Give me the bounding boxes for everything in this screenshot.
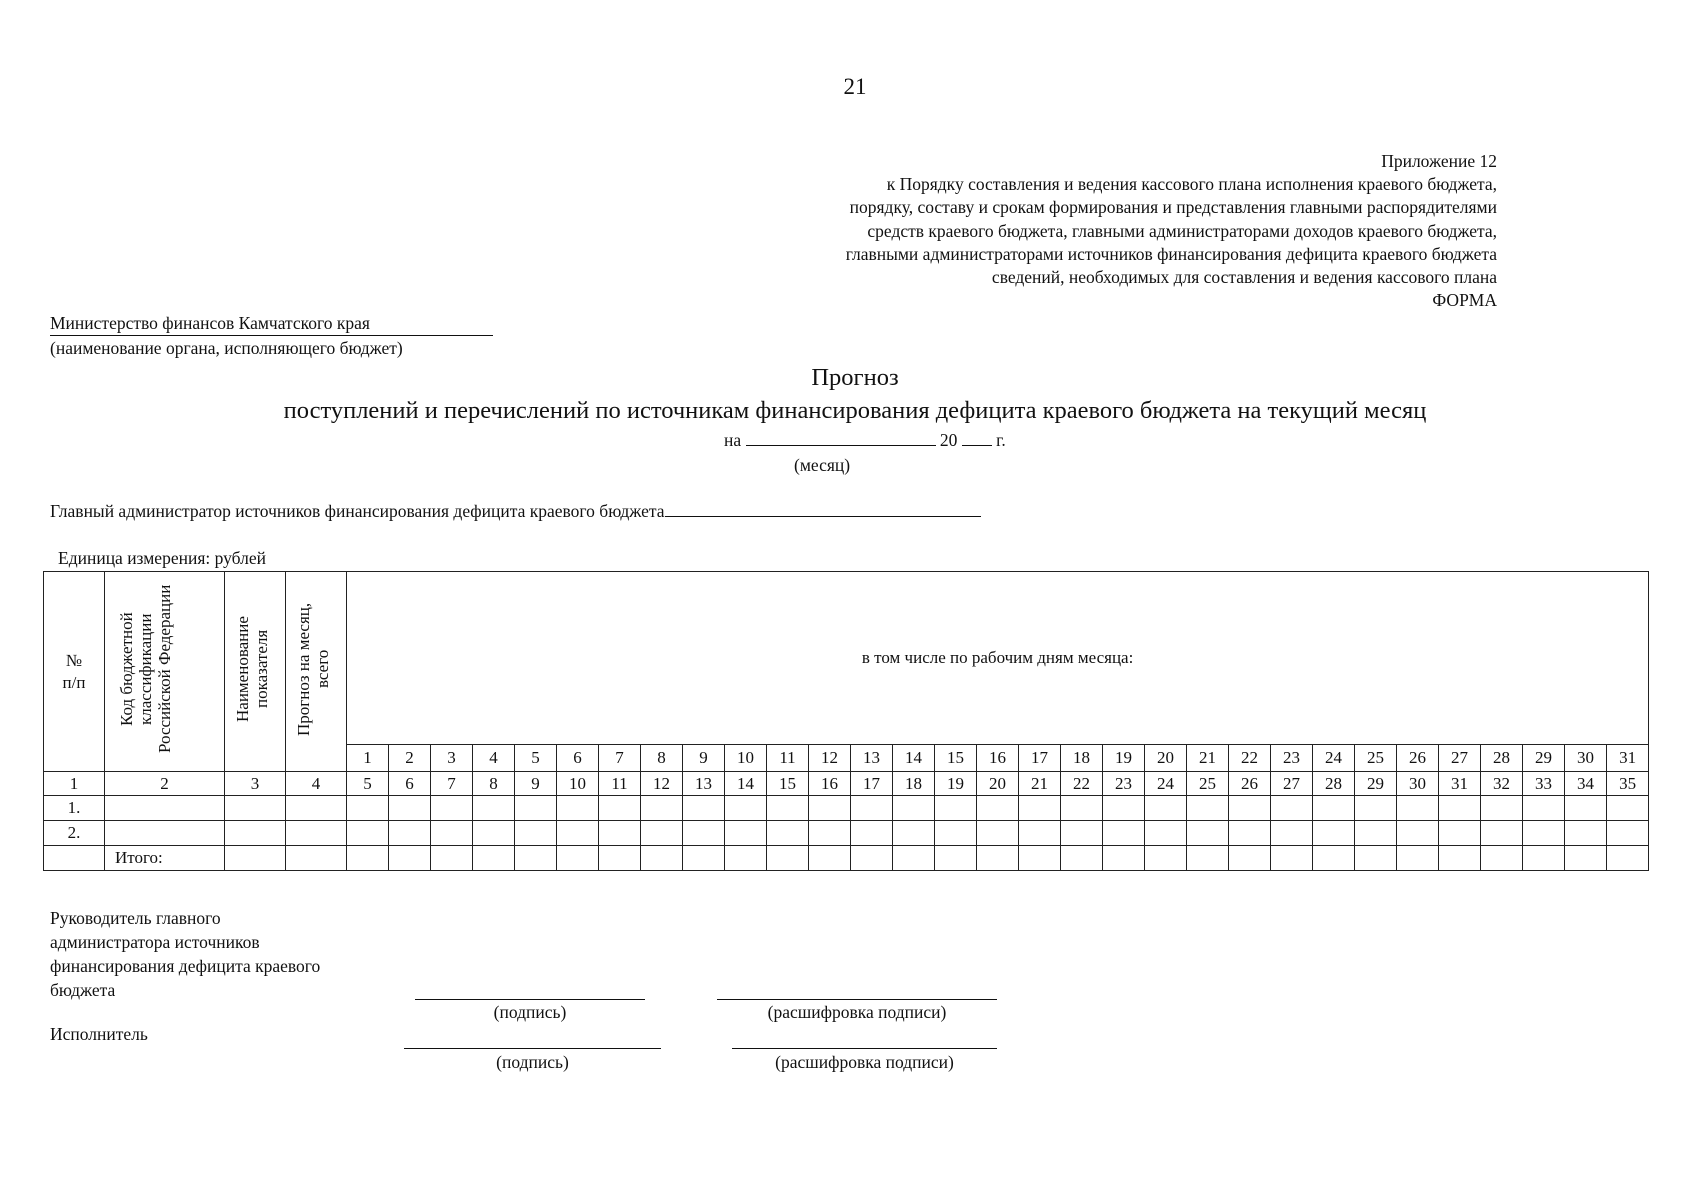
- value-cell[interactable]: [1523, 796, 1565, 821]
- column-number: 35: [1607, 772, 1649, 796]
- value-cell[interactable]: [1523, 846, 1565, 871]
- executor-signature-line[interactable]: [404, 1048, 661, 1049]
- period-prefix: на: [724, 430, 742, 450]
- day-header: 1: [347, 745, 389, 772]
- header-forecast: Прогноз на месяц, всего: [286, 572, 347, 772]
- executor-decode-caption: (расшифровка подписи): [775, 1052, 954, 1072]
- value-cell[interactable]: [599, 796, 641, 821]
- column-number: 13: [683, 772, 725, 796]
- head-label-line: Руководитель главного: [50, 908, 221, 928]
- document-title: Прогноз: [811, 364, 899, 391]
- day-header: 20: [1145, 745, 1187, 772]
- admin-line: [50, 501, 981, 522]
- value-cell[interactable]: [286, 821, 347, 846]
- value-cell[interactable]: [347, 796, 389, 821]
- table-row: [44, 846, 1649, 871]
- day-header: 4: [473, 745, 515, 772]
- page-number: 21: [843, 74, 867, 99]
- head-label-line: администратора источников: [50, 932, 260, 952]
- org-name: Министерство финансов Камчатского края: [50, 313, 493, 336]
- day-header: 25: [1355, 745, 1397, 772]
- column-number: 5: [347, 772, 389, 796]
- value-cell[interactable]: [1355, 796, 1397, 821]
- value-cell[interactable]: [1355, 846, 1397, 871]
- head-signature-line[interactable]: [415, 999, 645, 1000]
- value-cell[interactable]: [1019, 846, 1061, 871]
- day-header: 11: [767, 745, 809, 772]
- value-cell[interactable]: [1271, 821, 1313, 846]
- column-number: 31: [1439, 772, 1481, 796]
- value-cell[interactable]: [599, 846, 641, 871]
- value-cell[interactable]: [557, 846, 599, 871]
- value-cell[interactable]: [767, 821, 809, 846]
- day-header: 3: [431, 745, 473, 772]
- value-cell[interactable]: [893, 796, 935, 821]
- value-cell[interactable]: [1607, 846, 1649, 871]
- head-signature-caption: (подпись): [493, 1002, 567, 1022]
- admin-blank[interactable]: [665, 502, 981, 517]
- form-label: ФОРМА: [1432, 290, 1497, 311]
- column-number: 1: [44, 772, 105, 796]
- value-cell[interactable]: [389, 846, 431, 871]
- value-cell[interactable]: [977, 821, 1019, 846]
- column-number: 29: [1355, 772, 1397, 796]
- value-cell[interactable]: [725, 821, 767, 846]
- value-cell[interactable]: [225, 821, 286, 846]
- value-cell[interactable]: [431, 796, 473, 821]
- period-line: [724, 430, 1006, 451]
- month-caption: (месяц): [794, 455, 851, 475]
- value-cell[interactable]: [767, 796, 809, 821]
- month-blank[interactable]: [746, 431, 936, 446]
- executor-signature-caption: (подпись): [496, 1052, 569, 1072]
- value-cell[interactable]: [557, 821, 599, 846]
- column-number: 7: [431, 772, 473, 796]
- header-days-group: в том числе по рабочим дням месяца:: [347, 572, 1649, 745]
- column-number: 9: [515, 772, 557, 796]
- value-cell[interactable]: [725, 846, 767, 871]
- value-cell[interactable]: [286, 796, 347, 821]
- day-header: 13: [851, 745, 893, 772]
- value-cell[interactable]: [767, 846, 809, 871]
- row-name[interactable]: Итого:: [105, 846, 225, 871]
- value-cell[interactable]: [347, 846, 389, 871]
- value-cell[interactable]: [1481, 796, 1523, 821]
- head-signature-label: [50, 906, 320, 1002]
- value-cell[interactable]: [1607, 821, 1649, 846]
- column-number: 30: [1397, 772, 1439, 796]
- value-cell[interactable]: [347, 821, 389, 846]
- table-row: [44, 796, 1649, 821]
- value-cell[interactable]: [1355, 821, 1397, 846]
- value-cell[interactable]: [1187, 846, 1229, 871]
- value-cell[interactable]: [473, 821, 515, 846]
- day-header: 28: [1481, 745, 1523, 772]
- column-number: 20: [977, 772, 1019, 796]
- column-number: 3: [225, 772, 286, 796]
- value-cell[interactable]: [473, 796, 515, 821]
- row-num: 1.: [44, 796, 105, 821]
- value-cell[interactable]: [1229, 821, 1271, 846]
- day-header: 2: [389, 745, 431, 772]
- value-cell[interactable]: [1397, 846, 1439, 871]
- column-number: 34: [1565, 772, 1607, 796]
- column-number: 24: [1145, 772, 1187, 796]
- appendix-line: Приложение 12: [1381, 151, 1497, 171]
- value-cell[interactable]: [1103, 846, 1145, 871]
- head-label-line: финансирования дефицита краевого: [50, 956, 321, 976]
- value-cell[interactable]: [1397, 821, 1439, 846]
- value-cell[interactable]: [683, 796, 725, 821]
- appendix-line: к Порядку составления и ведения кассового плана исполнения краевого бюджета,: [886, 174, 1497, 195]
- column-number: 32: [1481, 772, 1523, 796]
- day-header: 23: [1271, 745, 1313, 772]
- value-cell[interactable]: [1313, 846, 1355, 871]
- value-cell[interactable]: [1607, 796, 1649, 821]
- column-number: 11: [599, 772, 641, 796]
- value-cell[interactable]: [1439, 846, 1481, 871]
- value-cell[interactable]: [1565, 846, 1607, 871]
- value-cell[interactable]: [515, 846, 557, 871]
- column-number: 33: [1523, 772, 1565, 796]
- header-num: № п/п: [44, 572, 105, 772]
- value-cell[interactable]: [935, 821, 977, 846]
- day-header: 6: [557, 745, 599, 772]
- day-header: 10: [725, 745, 767, 772]
- day-header: 15: [935, 745, 977, 772]
- day-header: 14: [893, 745, 935, 772]
- value-cell[interactable]: [1061, 846, 1103, 871]
- value-cell[interactable]: [977, 796, 1019, 821]
- value-cell[interactable]: [515, 821, 557, 846]
- day-header: 18: [1061, 745, 1103, 772]
- value-cell[interactable]: [809, 796, 851, 821]
- admin-label: Главный администратор источников финансирования дефицита краевого бюджета: [50, 501, 665, 521]
- column-number: 10: [557, 772, 599, 796]
- header-name: Наименование показателя: [225, 572, 286, 772]
- row-num: [44, 846, 105, 871]
- value-cell[interactable]: [1187, 796, 1229, 821]
- row-num: 2.: [44, 821, 105, 846]
- value-cell[interactable]: [225, 846, 286, 871]
- value-cell[interactable]: [389, 821, 431, 846]
- day-header: 26: [1397, 745, 1439, 772]
- column-number: 19: [935, 772, 977, 796]
- executor-decode-line[interactable]: [732, 1048, 997, 1049]
- period-suffix: г.: [996, 430, 1006, 450]
- value-cell[interactable]: [683, 846, 725, 871]
- value-cell[interactable]: [851, 846, 893, 871]
- value-cell[interactable]: [1145, 846, 1187, 871]
- value-cell[interactable]: [1523, 821, 1565, 846]
- year-blank[interactable]: [962, 431, 992, 446]
- head-decode-line[interactable]: [717, 999, 997, 1000]
- header-code: Код бюджетной классификации Российской Федерации: [105, 572, 225, 772]
- value-cell[interactable]: [599, 821, 641, 846]
- value-cell[interactable]: [431, 821, 473, 846]
- appendix-line: главными администраторами источников финансирования дефицита краевого бюджета: [845, 243, 1497, 264]
- column-number: 16: [809, 772, 851, 796]
- column-number: 27: [1271, 772, 1313, 796]
- value-cell[interactable]: [1061, 821, 1103, 846]
- column-number: 8: [473, 772, 515, 796]
- value-cell[interactable]: [1187, 821, 1229, 846]
- value-cell[interactable]: [389, 796, 431, 821]
- day-header: 17: [1019, 745, 1061, 772]
- appendix-line: сведений, необходимых для составления и ведения кассового плана: [991, 267, 1497, 288]
- column-number: 28: [1313, 772, 1355, 796]
- value-cell[interactable]: [725, 796, 767, 821]
- value-cell[interactable]: [431, 846, 473, 871]
- value-cell[interactable]: [1145, 821, 1187, 846]
- unit-label: Единица измерения: рублей: [58, 548, 266, 568]
- value-cell[interactable]: [1565, 821, 1607, 846]
- day-header: 12: [809, 745, 851, 772]
- day-header: 22: [1229, 745, 1271, 772]
- value-cell[interactable]: [1019, 821, 1061, 846]
- column-number: 21: [1019, 772, 1061, 796]
- value-cell[interactable]: [1061, 796, 1103, 821]
- value-cell[interactable]: [977, 846, 1019, 871]
- column-number: 2: [105, 772, 225, 796]
- day-header: 24: [1313, 745, 1355, 772]
- row-name[interactable]: [105, 796, 225, 821]
- value-cell[interactable]: [1565, 796, 1607, 821]
- appendix-block: [846, 150, 1497, 312]
- value-cell[interactable]: [1397, 796, 1439, 821]
- day-header: 9: [683, 745, 725, 772]
- value-cell[interactable]: [1271, 846, 1313, 871]
- day-header: 8: [641, 745, 683, 772]
- day-header: 16: [977, 745, 1019, 772]
- day-header: 21: [1187, 745, 1229, 772]
- day-header: 7: [599, 745, 641, 772]
- column-number: 26: [1229, 772, 1271, 796]
- value-cell[interactable]: [1019, 796, 1061, 821]
- column-number: 4: [286, 772, 347, 796]
- head-label-line: бюджета: [50, 980, 116, 1000]
- column-number: 6: [389, 772, 431, 796]
- org-caption: (наименование органа, исполняющего бюджет): [50, 338, 403, 358]
- value-cell[interactable]: [1103, 821, 1145, 846]
- column-number: 23: [1103, 772, 1145, 796]
- document-subtitle: поступлений и перечислений по источникам финансирования дефицита краевого бюджета на текущий месяц: [283, 397, 1427, 424]
- executor-label: Исполнитель: [50, 1024, 148, 1044]
- table-row: [44, 821, 1649, 846]
- value-cell[interactable]: [809, 846, 851, 871]
- value-cell[interactable]: [225, 796, 286, 821]
- value-cell[interactable]: [557, 796, 599, 821]
- row-name[interactable]: [105, 821, 225, 846]
- value-cell[interactable]: [851, 796, 893, 821]
- value-cell[interactable]: [641, 796, 683, 821]
- value-cell[interactable]: [935, 796, 977, 821]
- head-decode-caption: (расшифровка подписи): [767, 1002, 947, 1022]
- column-number: 15: [767, 772, 809, 796]
- value-cell[interactable]: [893, 846, 935, 871]
- day-header: 27: [1439, 745, 1481, 772]
- appendix-line: средств краевого бюджета, главными администраторами доходов краевого бюджета,: [867, 220, 1497, 241]
- value-cell[interactable]: [1271, 796, 1313, 821]
- value-cell[interactable]: [1439, 796, 1481, 821]
- day-header: 30: [1565, 745, 1607, 772]
- day-header: 5: [515, 745, 557, 772]
- value-cell[interactable]: [641, 846, 683, 871]
- column-number: 14: [725, 772, 767, 796]
- column-number: 17: [851, 772, 893, 796]
- value-cell[interactable]: [683, 821, 725, 846]
- forecast-table: [43, 571, 1649, 871]
- value-cell[interactable]: [641, 821, 683, 846]
- day-header: 29: [1523, 745, 1565, 772]
- value-cell[interactable]: [1439, 821, 1481, 846]
- value-cell[interactable]: [893, 821, 935, 846]
- day-header: 31: [1607, 745, 1649, 772]
- value-cell[interactable]: [935, 846, 977, 871]
- column-number: 22: [1061, 772, 1103, 796]
- value-cell[interactable]: [1313, 821, 1355, 846]
- value-cell[interactable]: [809, 821, 851, 846]
- value-cell[interactable]: [1481, 821, 1523, 846]
- appendix-line: порядку, составу и срокам формирования и представления главными распорядителями: [849, 197, 1497, 218]
- year-prefix: 20: [939, 430, 958, 450]
- value-cell[interactable]: [286, 846, 347, 871]
- column-number: 25: [1187, 772, 1229, 796]
- value-cell[interactable]: [851, 821, 893, 846]
- column-number: 18: [893, 772, 935, 796]
- value-cell[interactable]: [1481, 846, 1523, 871]
- value-cell[interactable]: [515, 796, 557, 821]
- value-cell[interactable]: [1313, 796, 1355, 821]
- value-cell[interactable]: [473, 846, 515, 871]
- value-cell[interactable]: [1103, 796, 1145, 821]
- column-number: 12: [641, 772, 683, 796]
- day-header: 19: [1103, 745, 1145, 772]
- value-cell[interactable]: [1229, 796, 1271, 821]
- value-cell[interactable]: [1229, 846, 1271, 871]
- value-cell[interactable]: [1145, 796, 1187, 821]
